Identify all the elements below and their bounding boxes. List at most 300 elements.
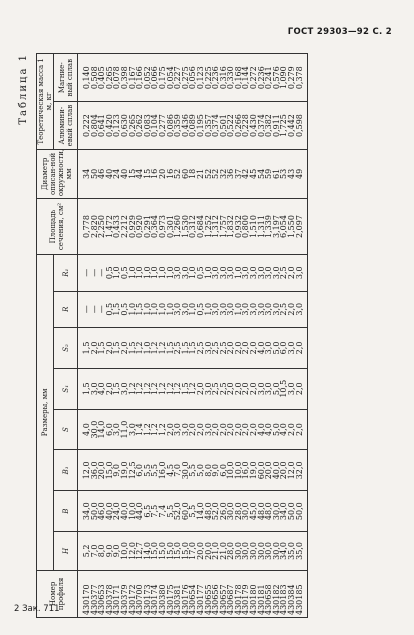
table-row <box>121 54 129 618</box>
table-cell: 48,0 <box>205 491 213 532</box>
table-cell: 5,2 <box>78 532 91 571</box>
table-cell: 1,832 <box>227 199 235 255</box>
table-cell: 0,641 <box>98 102 106 149</box>
table-cell: 1,260 <box>174 199 182 255</box>
table-cell: 0,804 <box>91 102 99 149</box>
table-cell: 4,0 <box>265 409 273 450</box>
table-cell: 0,241 <box>265 54 273 102</box>
table-cell: 0,225 <box>205 54 213 102</box>
table-cell: 3,0 <box>182 254 190 291</box>
table-cell: 60,0 <box>258 450 266 491</box>
table-cell: 0,104 <box>151 102 159 149</box>
table-cell: 1,2 <box>151 368 159 409</box>
table-cell: 24,0 <box>113 491 121 532</box>
table-cell: 30,0 <box>273 491 281 532</box>
table-cell: 0,522 <box>227 102 235 149</box>
table-cell: 30,0 <box>265 532 273 571</box>
table-cell: 430653 <box>98 570 106 617</box>
table-cell: 3,0 <box>273 291 281 328</box>
table-cell: 19,0 <box>250 450 258 491</box>
table-cell: 0,123 <box>113 102 121 149</box>
table-cell: 2,097 <box>296 199 308 255</box>
table-cell: 6,0 <box>280 328 288 369</box>
table-cell: 3,0 <box>205 409 213 450</box>
table-cell: 3,0 <box>227 254 235 291</box>
table-cell: 16,0 <box>242 450 250 491</box>
table-cell: 36 <box>227 149 235 198</box>
table-cell: 17,0 <box>189 532 197 571</box>
table-cell: 0,228 <box>242 102 250 149</box>
table-cell: 20,0 <box>205 532 213 571</box>
table-cell: 1,2 <box>159 409 167 450</box>
table-cell: 0,778 <box>78 199 91 255</box>
table-cell: 0,277 <box>159 102 167 149</box>
table-cell: 3,0 <box>212 291 220 328</box>
table-cell: 430380 <box>159 570 167 617</box>
table-cell: 1,0 <box>205 254 213 291</box>
table-cell: 6,5 <box>144 491 152 532</box>
table-cell: 18 <box>189 149 197 198</box>
profiles-table <box>36 53 308 618</box>
table-cell: 26,0 <box>220 491 228 532</box>
table-cell: 0,374 <box>258 102 266 149</box>
table-cell: 52 <box>205 149 213 198</box>
table-cell: 0,442 <box>288 102 296 149</box>
table-cell: 35,0 <box>296 532 308 571</box>
table-cell: 2,0 <box>212 409 220 450</box>
table-cell: 30,0 <box>258 532 266 571</box>
table-cell: 0,576 <box>273 54 281 102</box>
table-cell: 52 <box>174 149 182 198</box>
table-cell: 1,2 <box>159 368 167 409</box>
table-cell: 1,0 <box>167 291 175 328</box>
table-cell: — <box>78 291 91 328</box>
table-cell: 0,5 <box>106 291 114 328</box>
table-cell: 3,0 <box>288 368 296 409</box>
table-cell: 50,0 <box>91 491 99 532</box>
table-cell: 12,0 <box>78 450 91 491</box>
table-cell: 5,5 <box>144 450 152 491</box>
table-cell: 1,0 <box>159 291 167 328</box>
table-cell: 30,0 <box>250 532 258 571</box>
table-cell: 0,279 <box>288 54 296 102</box>
table-cell: 3,0 <box>296 254 308 291</box>
table-cell: 16 <box>151 149 159 198</box>
table-cell: 2,0 <box>167 409 175 450</box>
table-cell: 30,0 <box>273 532 281 571</box>
table-cell: 1,2 <box>144 409 152 450</box>
table-cell: 3,0 <box>205 328 213 369</box>
table-cell: 3,0 <box>250 291 258 328</box>
table-cell: 46,0 <box>98 491 106 532</box>
table-row <box>106 54 114 618</box>
table-cell: 430700 <box>136 570 144 617</box>
table-cell: 430178 <box>235 570 243 617</box>
table-cell: 46 <box>98 149 106 198</box>
table-cell: 0,236 <box>258 54 266 102</box>
table-cell: 32,0 <box>296 450 308 491</box>
table-cell: 52,0 <box>174 491 182 532</box>
table-cell: 430172 <box>129 570 137 617</box>
table-cell: 36,0 <box>91 450 99 491</box>
table-cell: 44 <box>136 149 144 198</box>
table-cell: 43 <box>288 149 296 198</box>
table-cell: 3,0 <box>242 291 250 328</box>
table-cell: 3,0 <box>250 254 258 291</box>
table-cell: 7,0 <box>91 532 99 571</box>
table-cell: 430173 <box>144 570 152 617</box>
table-cell: 53 <box>280 149 288 198</box>
table-cell: 1,5 <box>129 328 137 369</box>
table-cell: 430181 <box>258 570 266 617</box>
table-cell: 1,252 <box>205 199 213 255</box>
table-cell: 430174 <box>151 570 159 617</box>
table-cell: 0,911 <box>273 102 281 149</box>
table-cell: 10,5 <box>280 368 288 409</box>
table-cell: 10,0 <box>129 491 137 532</box>
table-cell: 430658 <box>265 570 273 617</box>
col-B1: B₁ <box>54 450 78 491</box>
table-cell: 45 <box>250 149 258 198</box>
table-cell: 10,0 <box>227 450 235 491</box>
table-cell: 1,5 <box>167 328 175 369</box>
table-cell: 5,5 <box>189 491 197 532</box>
table-cell: 0,066 <box>151 54 159 102</box>
table-cell: 430177 <box>197 570 205 617</box>
table-cell: 9,0 <box>113 450 121 491</box>
table-cell: 1,312 <box>212 199 220 255</box>
table-cell: 430384 <box>288 570 296 617</box>
table-cell: 34,0 <box>78 491 91 532</box>
table-cell: 2,0 <box>242 328 250 369</box>
table-cell: 54 <box>258 149 266 198</box>
table-cell: 42 <box>242 149 250 198</box>
table-cell: 2,0 <box>296 368 308 409</box>
table-cell: 60 <box>182 149 190 198</box>
table-cell: 10,0 <box>235 450 243 491</box>
table-cell: 3,0 <box>113 409 121 450</box>
table-cell: 37 <box>235 149 243 198</box>
table-cell: 1,311 <box>258 199 266 255</box>
table-cell: 6,0 <box>106 409 114 450</box>
table-cell: 1,2 <box>136 368 144 409</box>
table-cell: 3,0 <box>182 409 190 450</box>
table-cell: 50,0 <box>296 491 308 532</box>
table-cell: 30,0 <box>227 491 235 532</box>
table-row <box>174 54 182 618</box>
table-cell: 12,0 <box>129 532 137 571</box>
table-cell: 2,0 <box>227 328 235 369</box>
table-cell: 5,5 <box>167 491 175 532</box>
table-row <box>98 54 106 618</box>
table-cell: 430176 <box>182 570 190 617</box>
table-cell: 0,598 <box>296 102 308 149</box>
table-cell: 2,5 <box>280 291 288 328</box>
table-cell: 2,5 <box>220 368 228 409</box>
table-cell: 1,2 <box>159 328 167 369</box>
table-cell: 2,5 <box>212 328 220 369</box>
table-cell: 0,227 <box>174 54 182 102</box>
table-cell: 0,398 <box>121 54 129 102</box>
table-cell: 16 <box>167 149 175 198</box>
table-cell: 1,090 <box>280 54 288 102</box>
table-cell: 2,0 <box>189 409 197 450</box>
table-cell: 0,501 <box>220 102 228 149</box>
table-cell: 430687 <box>227 570 235 617</box>
table-cell: 4,0 <box>258 328 266 369</box>
table-cell: 5,0 <box>273 409 281 450</box>
table-cell: 0,166 <box>136 54 144 102</box>
col-R: R <box>54 291 78 328</box>
table-cell: 1,2 <box>151 328 159 369</box>
table-cell: 20,0 <box>197 532 205 571</box>
table-cell: 2,0 <box>288 291 296 328</box>
table-cell: 5,5 <box>189 450 197 491</box>
table-cell: 1,2 <box>189 368 197 409</box>
table-cell: 30,0 <box>235 532 243 571</box>
table-cell: 3,0 <box>121 368 129 409</box>
table-cell: 0,275 <box>182 54 190 102</box>
table-cell: 1,5 <box>78 368 91 409</box>
table-cell: 1,2 <box>136 328 144 369</box>
table-cell: 20,0 <box>265 450 273 491</box>
table-cell: 28,0 <box>235 491 243 532</box>
table-cell: — <box>98 254 106 291</box>
table-cell: 1,4 <box>136 409 144 450</box>
table-cell: 40,0 <box>273 450 281 491</box>
col-R1: R₁ <box>54 254 78 291</box>
table-cell: 4,0 <box>98 368 106 409</box>
table-cell: 1,5 <box>136 291 144 328</box>
table-cell: 2,0 <box>197 368 205 409</box>
table-cell: 0,364 <box>151 199 159 255</box>
table-cell: 0,405 <box>98 54 106 102</box>
table-cell: 0,378 <box>296 54 308 102</box>
table-cell: 15,0 <box>167 532 175 571</box>
table-cell: 0,054 <box>167 54 175 102</box>
table-cell: 19,0 <box>121 450 129 491</box>
table-row <box>167 54 175 618</box>
table-cell: 1,0 <box>151 291 159 328</box>
table-cell: 30,0 <box>242 491 250 532</box>
table-cell: 0,089 <box>189 102 197 149</box>
table-cell: 1,0 <box>189 291 197 328</box>
table-cell: 3,0 <box>220 254 228 291</box>
col-S1: S₁ <box>54 368 78 409</box>
table-cell: 0,430 <box>250 102 258 149</box>
table-cell: 1,0 <box>144 291 152 328</box>
table-cell: 49 <box>296 149 308 198</box>
table-cell: 0,374 <box>212 102 220 149</box>
table-cell: — <box>78 254 91 291</box>
table-cell: 60,0 <box>182 491 190 532</box>
table-cell: 0,5 <box>121 254 129 291</box>
table-cell: 430656 <box>212 570 220 617</box>
table-cell: 430180 <box>250 570 258 617</box>
table-cell: 0,508 <box>91 54 99 102</box>
table-cell: 0,123 <box>197 54 205 102</box>
col-B: B <box>54 491 78 532</box>
table-cell: 5,0 <box>273 368 281 409</box>
col-group-dimensions: Размеры, мм <box>37 254 54 570</box>
table-cell: 0,266 <box>235 102 243 149</box>
table-cell: 0,5 <box>197 254 205 291</box>
table-cell: 1,2 <box>144 368 152 409</box>
table-cell: 2,0 <box>197 409 205 450</box>
table-cell: — <box>98 291 106 328</box>
table-cell: 2,250 <box>98 199 106 255</box>
table-cell: 2,5 <box>220 328 228 369</box>
table-cell: 0,140 <box>78 54 91 102</box>
table-cell: 21,0 <box>220 532 228 571</box>
col-area: Площадь сечения, см² <box>37 199 78 255</box>
table-cell: 430182 <box>273 570 281 617</box>
table-cell: 6,054 <box>280 199 288 255</box>
table-cell: 15,0 <box>159 532 167 571</box>
table-cell: 30,0 <box>182 450 190 491</box>
table-cell: 430170 <box>78 570 91 617</box>
table-cell: 2,0 <box>235 409 243 450</box>
col-H: H <box>54 532 78 571</box>
table-cell: 30,0 <box>91 409 99 450</box>
table-cell: 14,0 <box>98 409 106 450</box>
table-row <box>242 54 250 618</box>
table-cell: 20 <box>159 149 167 198</box>
table-cell: 3,0 <box>258 254 266 291</box>
table-cell: 3,0 <box>265 328 273 369</box>
table-row <box>288 54 296 618</box>
table-cell: 2,0 <box>235 328 243 369</box>
table-row <box>182 54 190 618</box>
table-cell: 16,0 <box>159 450 167 491</box>
table-cell: 0,929 <box>129 199 137 255</box>
table-cell: 20,0 <box>98 450 106 491</box>
table-row <box>129 54 137 618</box>
table-row <box>296 54 308 618</box>
table-cell: 0,175 <box>159 54 167 102</box>
table-cell: 34 <box>78 149 91 198</box>
table-cell: 0,359 <box>174 102 182 149</box>
table-cell: 1,5 <box>113 291 121 328</box>
table-cell: 430654 <box>189 570 197 617</box>
col-profile: Номер профиля <box>37 570 78 617</box>
table-cell: 430175 <box>167 570 175 617</box>
table-cell: 10,0 <box>121 532 129 571</box>
table-cell: 15 <box>144 149 152 198</box>
table-cell: 21,0 <box>212 532 220 571</box>
table-cell: 3,0 <box>129 409 137 450</box>
table-cell: 1,0 <box>159 254 167 291</box>
table-cell: 15,0 <box>182 532 190 571</box>
table-cell: 4,5 <box>167 450 175 491</box>
table-cell: 3,197 <box>273 199 281 255</box>
table-cell: 1,0 <box>235 254 243 291</box>
table-cell: 0,086 <box>167 102 175 149</box>
table-cell: 2,820 <box>91 199 99 255</box>
table-cell: 3,0 <box>174 291 182 328</box>
table-cell: 1,0 <box>129 254 137 291</box>
table-cell: 0,195 <box>197 102 205 149</box>
table-cell: 28,0 <box>227 532 235 571</box>
table-cell: 430378 <box>106 570 114 617</box>
table-cell: 3,0 <box>91 368 99 409</box>
table-cell: 50,0 <box>288 491 296 532</box>
table-cell: 0,312 <box>189 199 197 255</box>
table-row <box>273 54 281 618</box>
table-cell: 2,0 <box>106 368 114 409</box>
table-cell: 3,0 <box>182 291 190 328</box>
table-row <box>212 54 220 618</box>
table-cell: 0,5 <box>197 291 205 328</box>
table-body <box>78 54 308 618</box>
table-cell: 6,0 <box>220 450 228 491</box>
table-cell: 3,0 <box>212 254 220 291</box>
table-cell: 61 <box>273 149 281 198</box>
table-cell: 0,330 <box>227 54 235 102</box>
table-cell: 1,5 <box>182 368 190 409</box>
table-cell: 1,0 <box>113 254 121 291</box>
table-cell: 430183 <box>280 570 288 617</box>
table-cell: 1,0 <box>129 291 137 328</box>
table-cell: 11,0 <box>121 409 129 450</box>
table-cell: 2,0 <box>296 328 308 369</box>
table-cell: 44,0 <box>136 491 144 532</box>
table-cell: 0,630 <box>121 102 129 149</box>
table-cell: 5,5 <box>151 450 159 491</box>
table-cell: 3,0 <box>242 254 250 291</box>
table-row <box>136 54 144 618</box>
table-cell: 0,973 <box>159 199 167 255</box>
table-cell: 1,2 <box>151 409 159 450</box>
table-cell: 1,5 <box>113 328 121 369</box>
table-cell: 30,0 <box>242 532 250 571</box>
table-cell: 48,0 <box>258 491 266 532</box>
table-cell: 430657 <box>220 570 228 617</box>
table-cell: 34,0 <box>280 491 288 532</box>
table-cell: 50 <box>91 149 99 198</box>
table-cell: 0,167 <box>129 54 137 102</box>
table-cell: 2,0 <box>91 328 99 369</box>
table-cell: 2,0 <box>106 328 114 369</box>
table-cell: 0,291 <box>144 199 152 255</box>
table-cell: 2,5 <box>280 254 288 291</box>
table-cell: 9,0 <box>113 532 121 571</box>
table-cell: 40,0 <box>106 491 114 532</box>
col-S2: S₂ <box>54 328 78 369</box>
table-cell: 2,0 <box>288 409 296 450</box>
table-cell: 0,436 <box>182 102 190 149</box>
table-cell: 2,0 <box>296 409 308 450</box>
table-cell: 2,0 <box>242 409 250 450</box>
table-cell: 2,0 <box>250 328 258 369</box>
table-cell: 0,083 <box>144 102 152 149</box>
table-cell: 12,0 <box>288 450 296 491</box>
col-aluminium: Алюмини-евый сплав <box>54 102 78 149</box>
table-cell: 0,920 <box>136 199 144 255</box>
table-cell: 21 <box>197 149 205 198</box>
table-cell: 0,932 <box>235 199 243 255</box>
table-cell: 0,420 <box>106 102 114 149</box>
table-cell: 3,0 <box>265 254 273 291</box>
table-cell: 5,0 <box>197 450 205 491</box>
table-cell: 2,0 <box>250 368 258 409</box>
table-row <box>189 54 197 618</box>
table-cell: 1,0 <box>205 291 213 328</box>
table-cell: 0,382 <box>265 102 273 149</box>
table-cell: 9,0 <box>212 450 220 491</box>
table-cell: 1,0 <box>151 254 159 291</box>
table-cell: 1,339 <box>265 199 273 255</box>
